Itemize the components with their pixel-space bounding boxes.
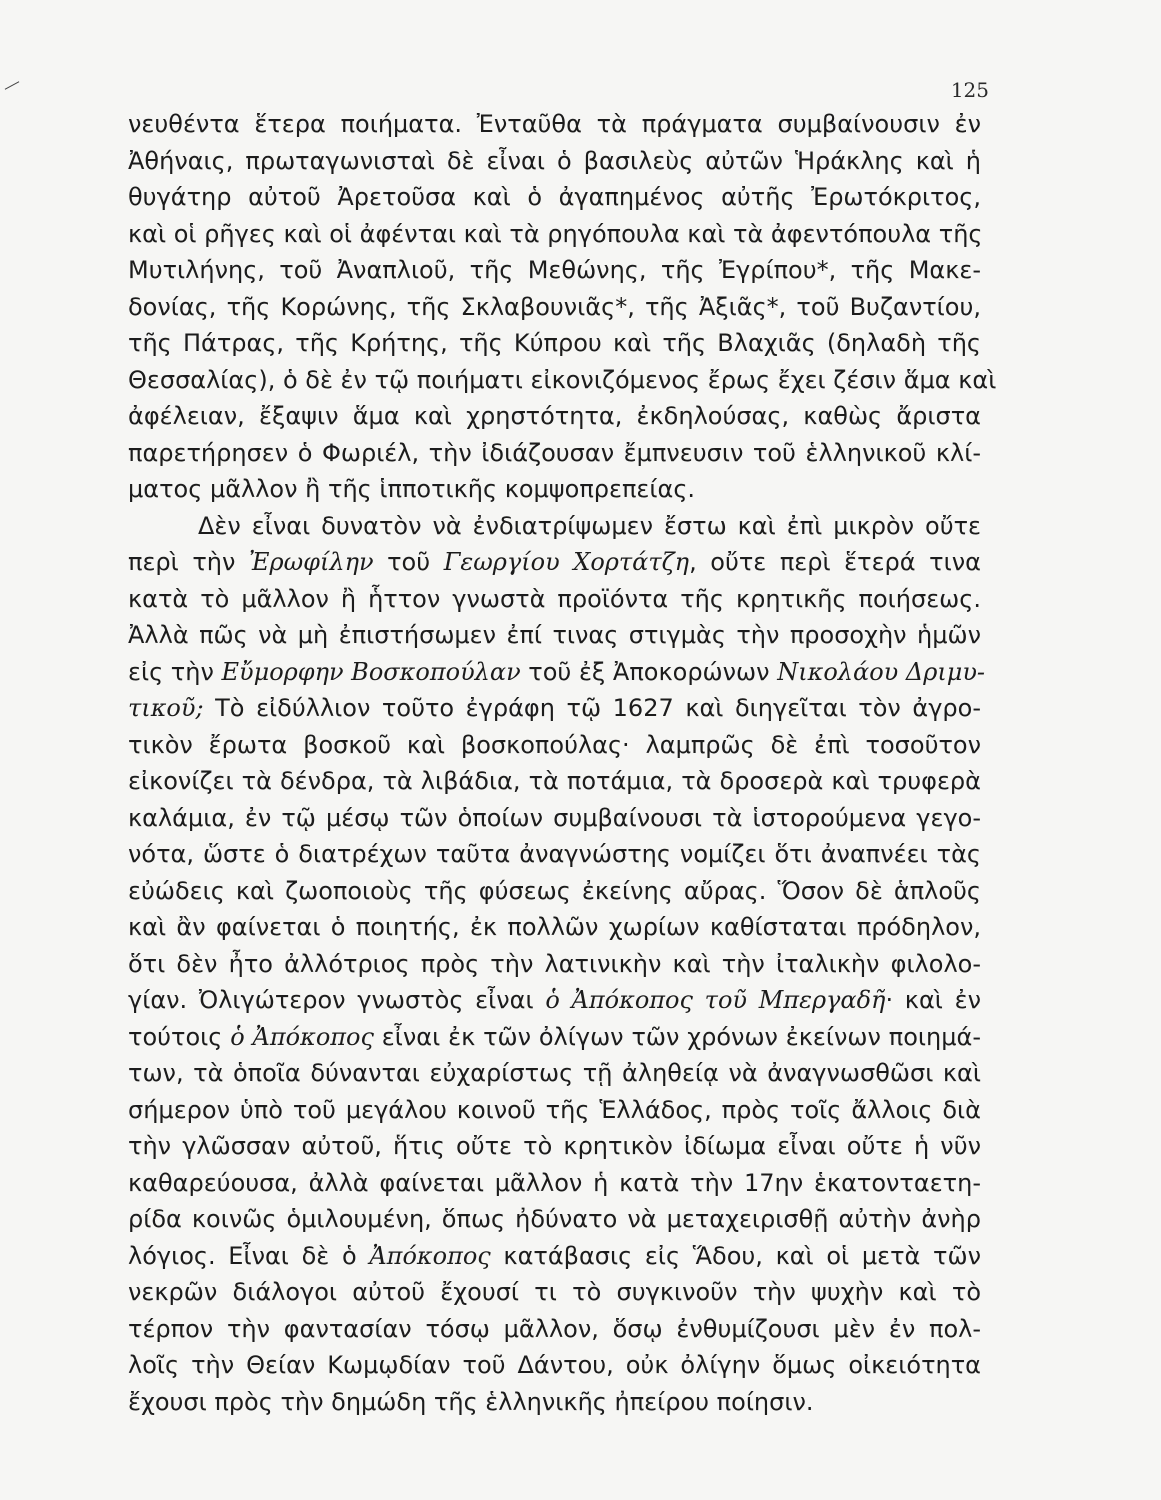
italic-title-text: Νικολάου Δριμυ- <box>777 657 986 686</box>
text-line <box>128 362 997 399</box>
text-span: νεκρῶν διάλογοι αὐτοῦ ἔχουσί τι τὸ συγκινοῦν τὴν ψυχὴν καὶ τὸ <box>128 1278 981 1306</box>
text-line <box>128 873 981 910</box>
text-line <box>128 946 981 983</box>
text-span: κατάβασις εἰς Ἅδου, καὶ οἱ μετὰ τῶν <box>490 1241 981 1270</box>
text-span: Δὲν εἶναι δυνατὸν νὰ ἐνδιατρίψωμεν ἔστω καὶ ἐπὶ μικρὸν οὔτε <box>198 511 981 540</box>
text-span: εἰς τὴν <box>128 657 222 686</box>
italic-title-text: Ἀπόκοπος <box>369 1241 491 1270</box>
text-line <box>128 1384 981 1421</box>
text-span: , οὔτε περὶ ἕτερά τινα <box>689 548 981 576</box>
text-line <box>128 909 981 946</box>
text-span: καὶ οἱ ρῆγες καὶ οἱ ἀφένται καὶ τὰ ρηγόπουλα καὶ τὰ ἀφεντόπουλα τῆς <box>128 219 983 248</box>
text-span: ματος μᾶλλον ἢ τῆς ἱπποτικῆς κομψοπρεπείας. <box>128 475 696 503</box>
text-line <box>128 1238 981 1275</box>
text-line <box>128 1128 981 1165</box>
text-line <box>128 106 981 143</box>
text-span: εὐώδεις καὶ ζωοποιοὺς τῆς φύσεως ἐκείνης αὔρας. Ὅσον δὲ ἁπλοῦς <box>128 876 981 905</box>
text-line <box>128 435 981 472</box>
text-line <box>128 1165 981 1202</box>
text-span: των, τὰ ὁποῖα δύνανται εὐχαρίστως τῇ ἀληθείᾳ νὰ ἀναγνωσθῶσι καὶ <box>128 1059 981 1087</box>
text-span: δονίας, τῆς Κορώνης, τῆς Σκλαβουνιᾶς*, τῆς Ἀξιᾶς*, τοῦ Βυζαντίου, <box>128 292 981 321</box>
text-span: εἰκονίζει τὰ δένδρα, τὰ λιβάδια, τὰ ποτάμια, τὰ δροσερὰ καὶ τρυφερὰ <box>128 767 981 795</box>
scan-mark <box>5 81 20 89</box>
text-line <box>128 982 981 1019</box>
body-text <box>128 106 997 1420</box>
text-span: νευθέντα ἕτερα ποιήματα. Ἐνταῦθα τὰ πράγματα συμβαίνουσιν ἐν <box>128 110 981 138</box>
text-line <box>128 544 981 581</box>
text-line <box>128 836 981 873</box>
text-line <box>128 1201 981 1238</box>
text-span: ρίδα κοινῶς ὁμιλουμένη, ὅπως ἠδύνατο νὰ μεταχειρισθῇ αὐτὴν ἀνὴρ <box>128 1205 981 1233</box>
text-span: Ἀλλὰ πῶς νὰ μὴ ἐπιστήσωμεν ἐπί τινας στιγμὰς τὴν προσοχὴν ἡμῶν <box>128 621 981 649</box>
text-line <box>128 1347 981 1384</box>
italic-title-text: Ἐρωφίλην <box>248 548 374 576</box>
italic-title-text: Γεωργίου Χορτάτζη <box>443 548 690 576</box>
text-span: λόγιος. Εἶναι δὲ ὁ <box>128 1241 370 1270</box>
text-line <box>128 800 981 837</box>
text-span: θυγάτηρ αὐτοῦ Ἀρετοῦσα καὶ ὁ ἀγαπημένος αὐτῆς Ἐρωτόκριτος, <box>128 183 981 211</box>
text-span: εἶναι ἐκ τῶν ὀλίγων τῶν χρόνων ἐκείνων ποιημά- <box>373 1022 981 1051</box>
text-span: καλάμια, ἐν τῷ μέσῳ τῶν ὁποίων συμβαίνουσι τὰ ἱστορούμενα γεγο- <box>128 803 981 832</box>
text-line <box>128 1055 981 1092</box>
text-line <box>128 143 981 180</box>
text-line <box>128 179 981 216</box>
text-line <box>128 581 981 618</box>
text-span: ἔχουσι πρὸς τὴν δημώδη τῆς ἑλληνικῆς ἠπείρου ποίησιν. <box>128 1387 814 1416</box>
text-line <box>128 1274 981 1311</box>
text-span: · καὶ ἐν <box>885 986 981 1014</box>
text-span: σήμερον ὑπὸ τοῦ μεγάλου κοινοῦ τῆς Ἑλλάδος, πρὸς τοῖς ἄλλοις διὰ <box>128 1095 981 1124</box>
text-line <box>128 654 986 691</box>
text-span: τούτοις <box>128 1022 231 1051</box>
text-line <box>128 1019 981 1056</box>
italic-title-text: Εὔμορφην Βοσκοπούλαν <box>221 657 521 686</box>
text-line <box>128 1311 981 1348</box>
text-span: γίαν. Ὀλιγώτερον γνωστὸς εἶναι <box>128 986 546 1014</box>
text-span: κατὰ τὸ μᾶλλον ἢ ἧττον γνωστὰ προϊόντα τῆς κρητικῆς ποιήσεως. <box>128 584 981 613</box>
italic-title-text: τικοῦ; <box>128 694 204 722</box>
text-span: τοῦ <box>373 548 444 576</box>
text-span: Τὸ εἰδύλλιον τοῦτο ἐγράφη τῷ 1627 καὶ διηγεῖται τὸν ἀγρο- <box>203 694 981 722</box>
text-span: λοῖς τὴν Θείαν Κωμῳδίαν τοῦ Δάντου, οὐκ ὀλίγην ὅμως οἰκειότητα <box>128 1351 981 1379</box>
italic-title-text: ὁ Ἀπόκοπος τοῦ Μπεργαδῆ <box>545 986 886 1014</box>
text-span: τικὸν ἔρωτα βοσκοῦ καὶ βοσκοπούλας· λαμπρῶς δὲ ἐπὶ τοσοῦτον <box>128 730 981 759</box>
text-span: καθαρεύουσα, ἀλλὰ φαίνεται μᾶλλον ἡ κατὰ τὴν 17ην ἑκατονταετη- <box>128 1168 981 1197</box>
text-span: καὶ ἂν φαίνεται ὁ ποιητής, ἐκ πολλῶν χωρίων καθίσταται πρόδηλον, <box>128 913 981 941</box>
text-line <box>128 325 981 362</box>
text-line <box>128 617 981 654</box>
text-line <box>128 216 981 253</box>
text-span: ἀφέλειαν, ἔξαψιν ἅμα καὶ χρηστότητα, ἐκδηλούσας, καθὼς ἄριστα <box>128 402 981 430</box>
text-line <box>128 763 981 800</box>
italic-title-text: ὁ Ἀπόκοπος <box>230 1022 374 1051</box>
page-number: 125 <box>950 78 989 102</box>
text-line <box>128 252 981 289</box>
text-span: παρετήρησεν ὁ Φωριέλ, τὴν ἰδιάζουσαν ἔμπνευσιν τοῦ ἑλληνικοῦ κλί- <box>128 438 981 467</box>
text-span: τῆς Πάτρας, τῆς Κρήτης, τῆς Κύπρου καὶ τῆς Βλαχιᾶς (δηλαδὴ τῆς <box>128 329 981 357</box>
text-line <box>128 471 981 508</box>
text-line <box>128 508 981 545</box>
text-span: Ἀθήναις, πρωταγωνισταὶ δὲ εἶναι ὁ βασιλεὺς αὐτῶν Ἡράκλης καὶ ἡ <box>128 146 981 175</box>
text-span: νότα, ὥστε ὁ διατρέχων ταῦτα ἀναγνώστης νομίζει ὅτι ἀναπνέει τὰς <box>128 840 981 868</box>
text-span: τέρπον τὴν φαντασίαν τόσῳ μᾶλλον, ὅσῳ ἐνθυμίζουσι μὲν ἐν πολ- <box>128 1314 981 1343</box>
text-span: Μυτιλήνης, τοῦ Ἀναπλιοῦ, τῆς Μεθώνης, τῆς Ἐγρίπου*, τῆς Μακε- <box>128 256 981 284</box>
text-span: τοῦ ἐξ Ἀποκορώνων <box>520 657 778 686</box>
text-span: περὶ τὴν <box>128 548 249 576</box>
text-span: τὴν γλῶσσαν αὐτοῦ, ἥτις οὔτε τὸ κρητικὸν ἰδίωμα εἶναι οὔτε ἡ νῦν <box>128 1132 981 1160</box>
text-line <box>128 690 981 727</box>
text-line <box>128 1092 981 1129</box>
text-line <box>128 727 981 764</box>
text-span: Θεσσαλίας), ὁ δὲ ἐν τῷ ποιήματι εἰκονιζόμενος ἔρως ἔχει ζέσιν ἅμα καὶ <box>128 365 997 394</box>
text-span: ὅτι δὲν ἦτο ἀλλότριος πρὸς τὴν λατινικὴν καὶ τὴν ἰταλικὴν φιλολο- <box>128 949 981 978</box>
text-line <box>128 289 981 326</box>
text-line <box>128 398 981 435</box>
